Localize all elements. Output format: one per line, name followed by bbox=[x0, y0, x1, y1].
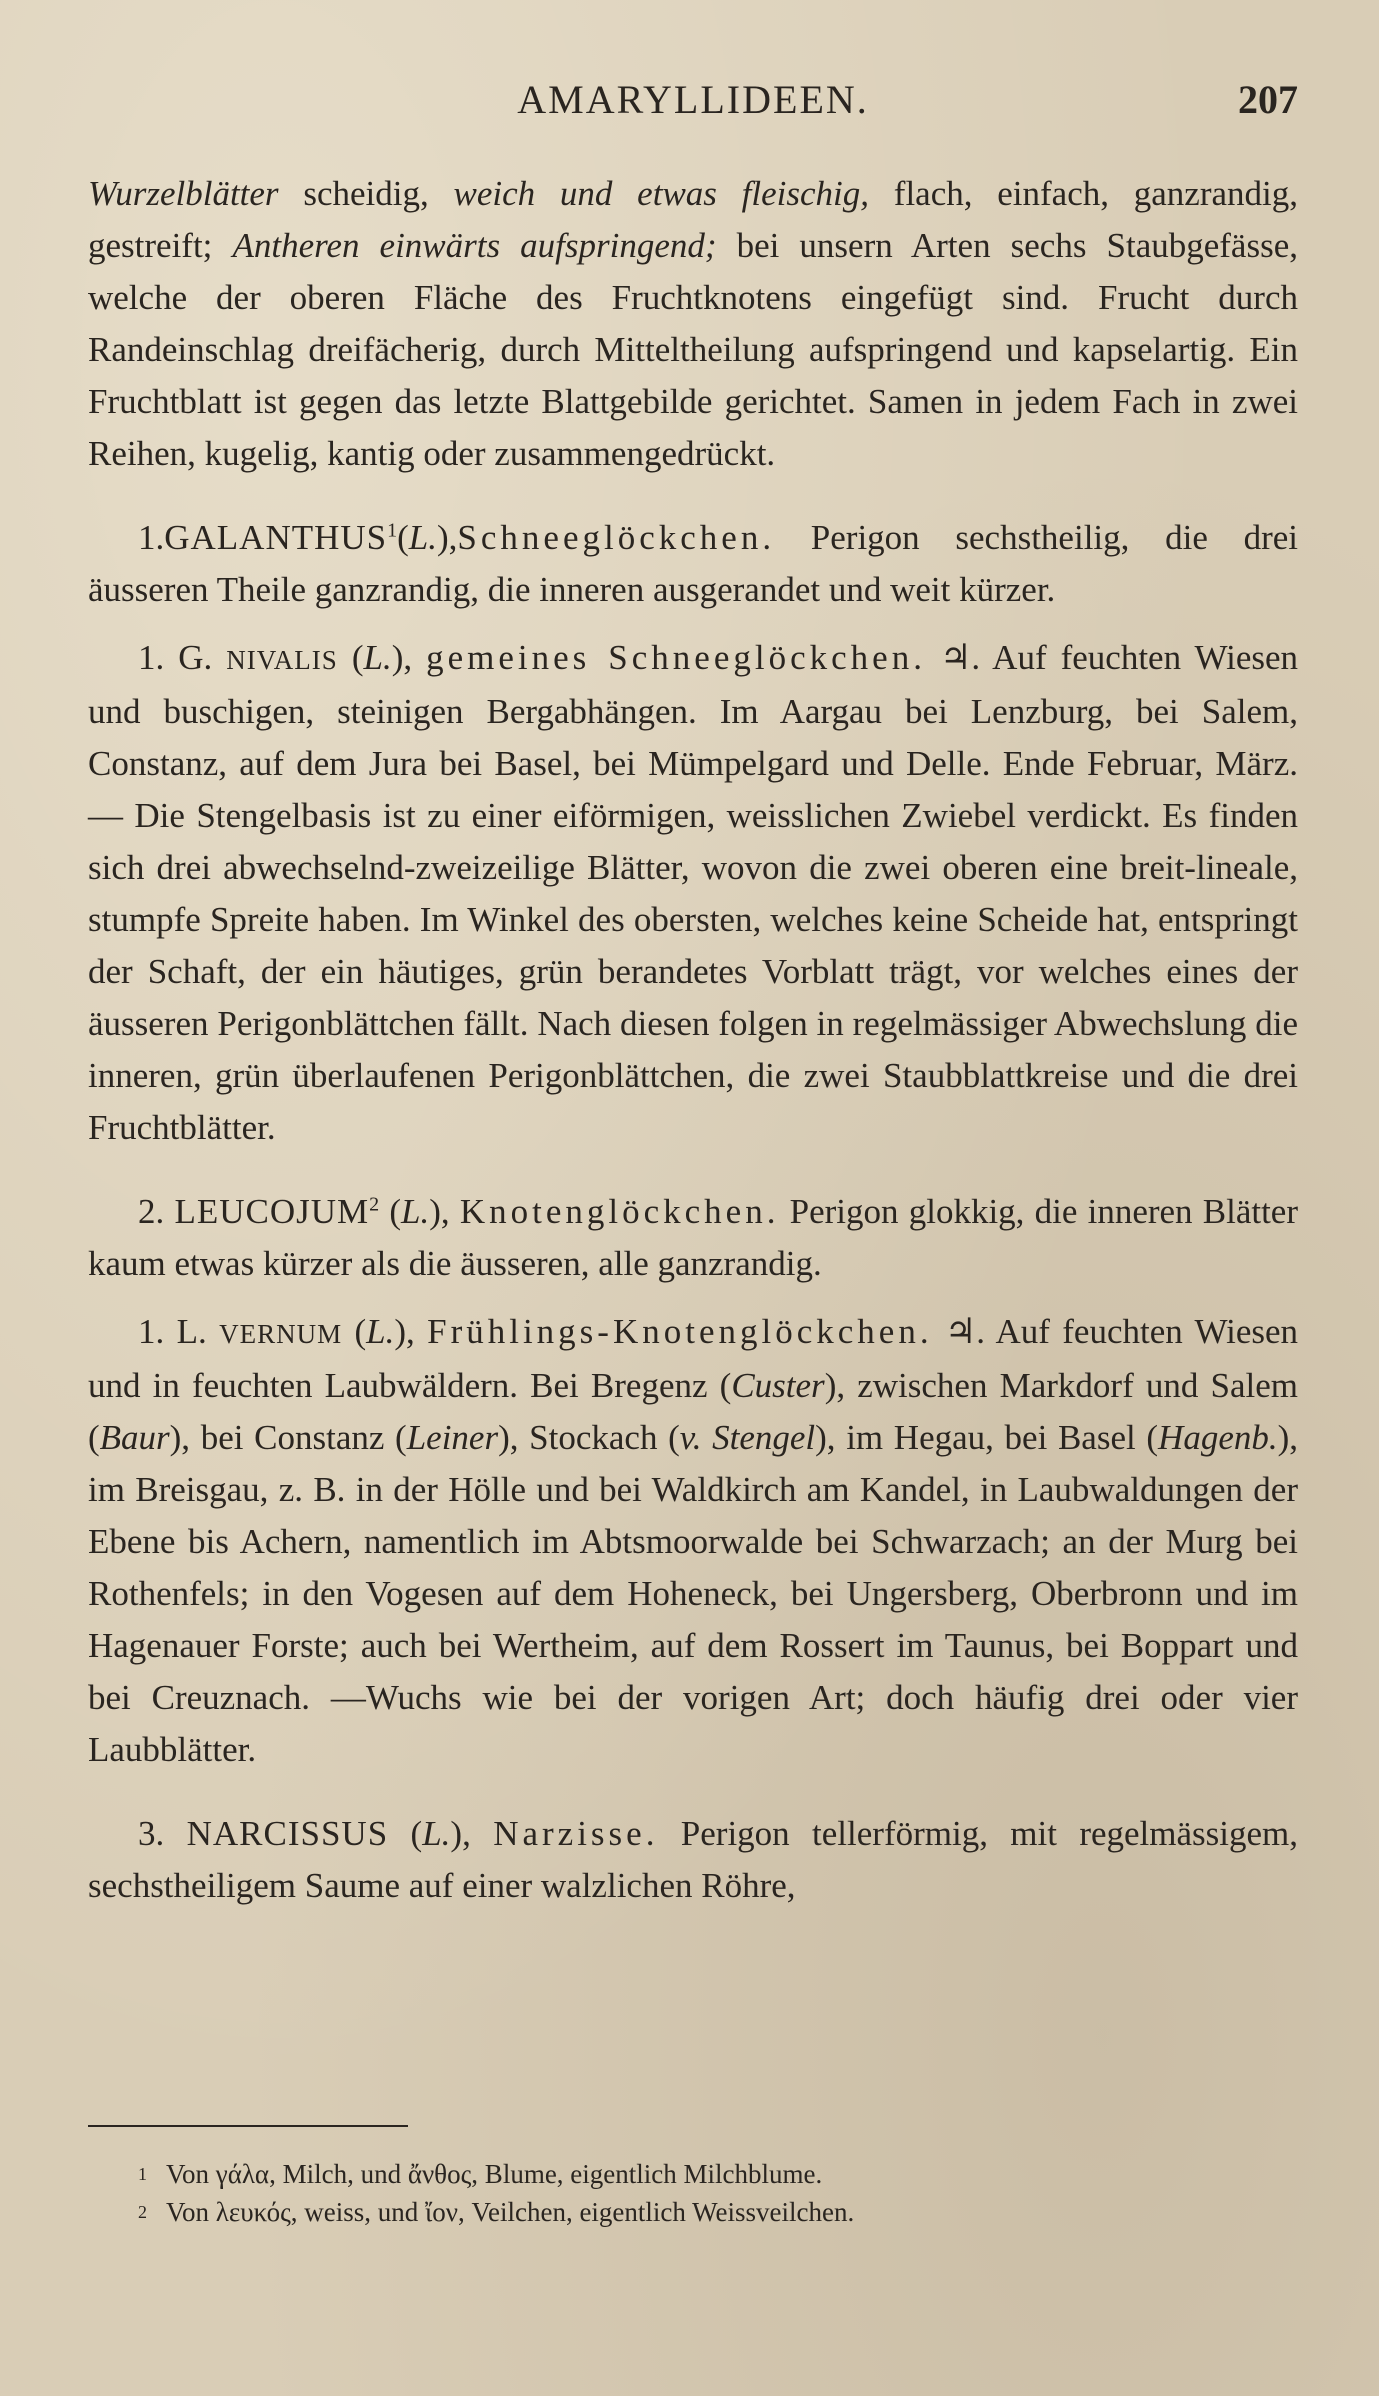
author-abbrev: L. bbox=[366, 1312, 395, 1351]
common-name: Frühlings-Knotenglöckchen. bbox=[427, 1312, 933, 1351]
author-abbrev: L. bbox=[363, 638, 392, 677]
species-description: ), zwischen Markdorf und Salem ( bbox=[88, 1366, 1298, 1457]
footnote-divider bbox=[88, 2125, 408, 2127]
collector-custer: Custer bbox=[731, 1366, 825, 1405]
close-paren: ), bbox=[450, 1814, 494, 1853]
genus-name: LEUCOJUM bbox=[174, 1192, 370, 1231]
collector-baur: Baur bbox=[99, 1418, 170, 1457]
intro-term-wurzelblaetter: Wurzelblätter bbox=[88, 174, 279, 213]
footnote-1 bbox=[138, 2155, 1298, 2193]
intro-text-1: scheidig, bbox=[278, 174, 454, 213]
species-description: ), Stockach ( bbox=[498, 1418, 680, 1457]
genus-description: Perigon sechstheilig, die drei äusseren Theile ganzrandig, die inneren ausgerandet und weit kürzer. bbox=[88, 518, 1298, 609]
footnote-text: Von λευκός, weiss, und ἴον, Veilchen, eigentlich Weissveilchen. bbox=[166, 2197, 855, 2227]
genus-number: 3. bbox=[138, 1814, 187, 1853]
common-name: Schneeglöckchen. bbox=[457, 518, 776, 557]
collector-hagenb: Hagenb. bbox=[1158, 1418, 1278, 1457]
genus-description: Perigon tellerförmig, mit regelmässigem, sechstheiligem Saume auf einer walzlichen Röhre, bbox=[88, 1814, 1299, 1905]
collector-leiner: Leiner bbox=[406, 1418, 499, 1457]
running-head bbox=[88, 70, 1298, 130]
species-description: ), im Hegau, bei Basel ( bbox=[815, 1418, 1159, 1457]
genus-description: Perigon glokkig, die inneren Blätter kaum etwas kürzer als die äusseren, alle ganzrandig. bbox=[88, 1192, 1298, 1283]
species-description: Auf feuchten Wiesen und buschigen, steinigen Bergabhängen. Im Aargau bei Lenzburg, bei Salem, Constanz, auf dem Jura bei Basel, bei Mümpelgard und Delle. Ende Februar, März. — Die Stengelbasis ist zu einer eiförmigen, weisslichen Zwiebel verdickt. Es finden sich drei abwechselnd-zweizeilige Blätter, wovon die zwei oberen eine breit-lineale, stumpfe Spreite haben. Im Winkel des obersten, welches keine Scheide hat, entspringt der Schaft, der ein häutiges, grün berandetes Vorblatt trägt, vor welches eines der äusseren Perigonblättchen fällt. Nach diesen folgen in regelmässiger Abwechslung die inneren, grün überlaufenen Perigonblättchen, die zwei Staubblattkreise und die drei Fruchtblätter. bbox=[88, 638, 1299, 1147]
common-name: Narzisse. bbox=[493, 1814, 659, 1853]
family-description bbox=[88, 168, 1298, 480]
perennial-symbol: ♃. bbox=[932, 1312, 996, 1351]
footnote-ref-1: 1 bbox=[387, 519, 398, 542]
close-paren: ), bbox=[391, 638, 427, 677]
open-paren: ( bbox=[342, 1312, 367, 1351]
open-paren: ( bbox=[397, 518, 409, 557]
author-abbrev: L. bbox=[422, 1814, 451, 1853]
footnotes bbox=[138, 2155, 1298, 2231]
species-description: ), im Breisgau, z. B. in der Hölle und bei Waldkirch am Kandel, in Laubwaldungen der Ebene bis Achern, namentlich im Abtsmoorwalde bei Schwarzach; an der Murg bei Rothenfels; in den Vogesen auf dem Hoheneck, bei Ungersberg, Oberbronn und im Hagenauer Forste; auch bei Wertheim, auf dem Rossert im Taunus, bei Boppart und bei Creuznach. —Wuchs wie bei der vorigen Art; doch häufig drei oder vier Laubblätter. bbox=[88, 1418, 1299, 1769]
open-paren: ( bbox=[337, 638, 364, 677]
genus-leucojum bbox=[88, 1186, 1298, 1290]
genus-name: GALANTHUS bbox=[164, 518, 388, 557]
species-number: 1. G. bbox=[138, 638, 227, 677]
footnote-ref-2: 2 bbox=[369, 1193, 380, 1216]
collector-stengel: v. Stengel bbox=[679, 1418, 816, 1457]
footnote-marker: 2 bbox=[138, 2202, 147, 2222]
body-text bbox=[88, 168, 1298, 1912]
open-paren: ( bbox=[379, 1192, 401, 1231]
genus-galanthus bbox=[88, 512, 1298, 616]
author-abbrev: L. bbox=[401, 1192, 430, 1231]
footnote-2 bbox=[138, 2193, 1298, 2231]
species-l-vernum bbox=[88, 1306, 1298, 1776]
species-description: Auf feuchten Wiesen und in feuchten Laubwäldern. Bei Bregenz ( bbox=[88, 1312, 1299, 1405]
intro-text-3: bei unsern Arten sechs Staubgefässe, welche der oberen Fläche des Fruchtknotens eingefügt sind. Frucht durch Randeinschlag dreifächerig, durch Mitteltheilung aufspringend und kapselartig. Ein Fruchtblatt ist gegen das letzte Blattgebilde gerichtet. Samen in jedem Fach in zwei Reihen, kugelig, kantig oder zusammengedrückt. bbox=[88, 226, 1298, 473]
author-abbrev: L. bbox=[408, 518, 438, 557]
genus-name: NARCISSUS bbox=[186, 1814, 389, 1853]
perennial-symbol: ♃. bbox=[925, 638, 993, 677]
species-description: ), bei Constanz ( bbox=[169, 1418, 407, 1457]
common-name: gemeines Schneeglöckchen. bbox=[426, 638, 926, 677]
species-epithet: NIVALIS bbox=[226, 645, 338, 675]
intro-text-2: flach, einfach, ganzrandig, gestreift; bbox=[88, 174, 1298, 265]
species-epithet: VERNUM bbox=[219, 1319, 343, 1349]
close-paren: ), bbox=[437, 518, 458, 557]
close-paren: ), bbox=[394, 1312, 428, 1351]
genus-number: 2. bbox=[138, 1192, 175, 1231]
species-number: 1. L. bbox=[138, 1312, 220, 1351]
genus-number: 1. bbox=[138, 518, 165, 557]
species-g-nivalis bbox=[88, 632, 1298, 1154]
footnote-marker: 1 bbox=[138, 2164, 147, 2184]
open-paren: ( bbox=[388, 1814, 423, 1853]
footnote-text: Von γάλα, Milch, und ἄνθος, Blume, eigentlich Milchblume. bbox=[166, 2159, 823, 2189]
common-name: Knotenglöckchen. bbox=[459, 1192, 780, 1231]
genus-narcissus bbox=[88, 1808, 1298, 1912]
book-page bbox=[88, 70, 1299, 2227]
close-paren: ), bbox=[429, 1192, 460, 1231]
page-number: 207 bbox=[1238, 77, 1298, 122]
intro-term-antheren: Antheren einwärts aufspringend; bbox=[232, 226, 717, 265]
running-title: AMARYLLIDEEN. bbox=[517, 77, 869, 122]
intro-term-fleischig: weich und etwas fleischig, bbox=[453, 174, 870, 213]
